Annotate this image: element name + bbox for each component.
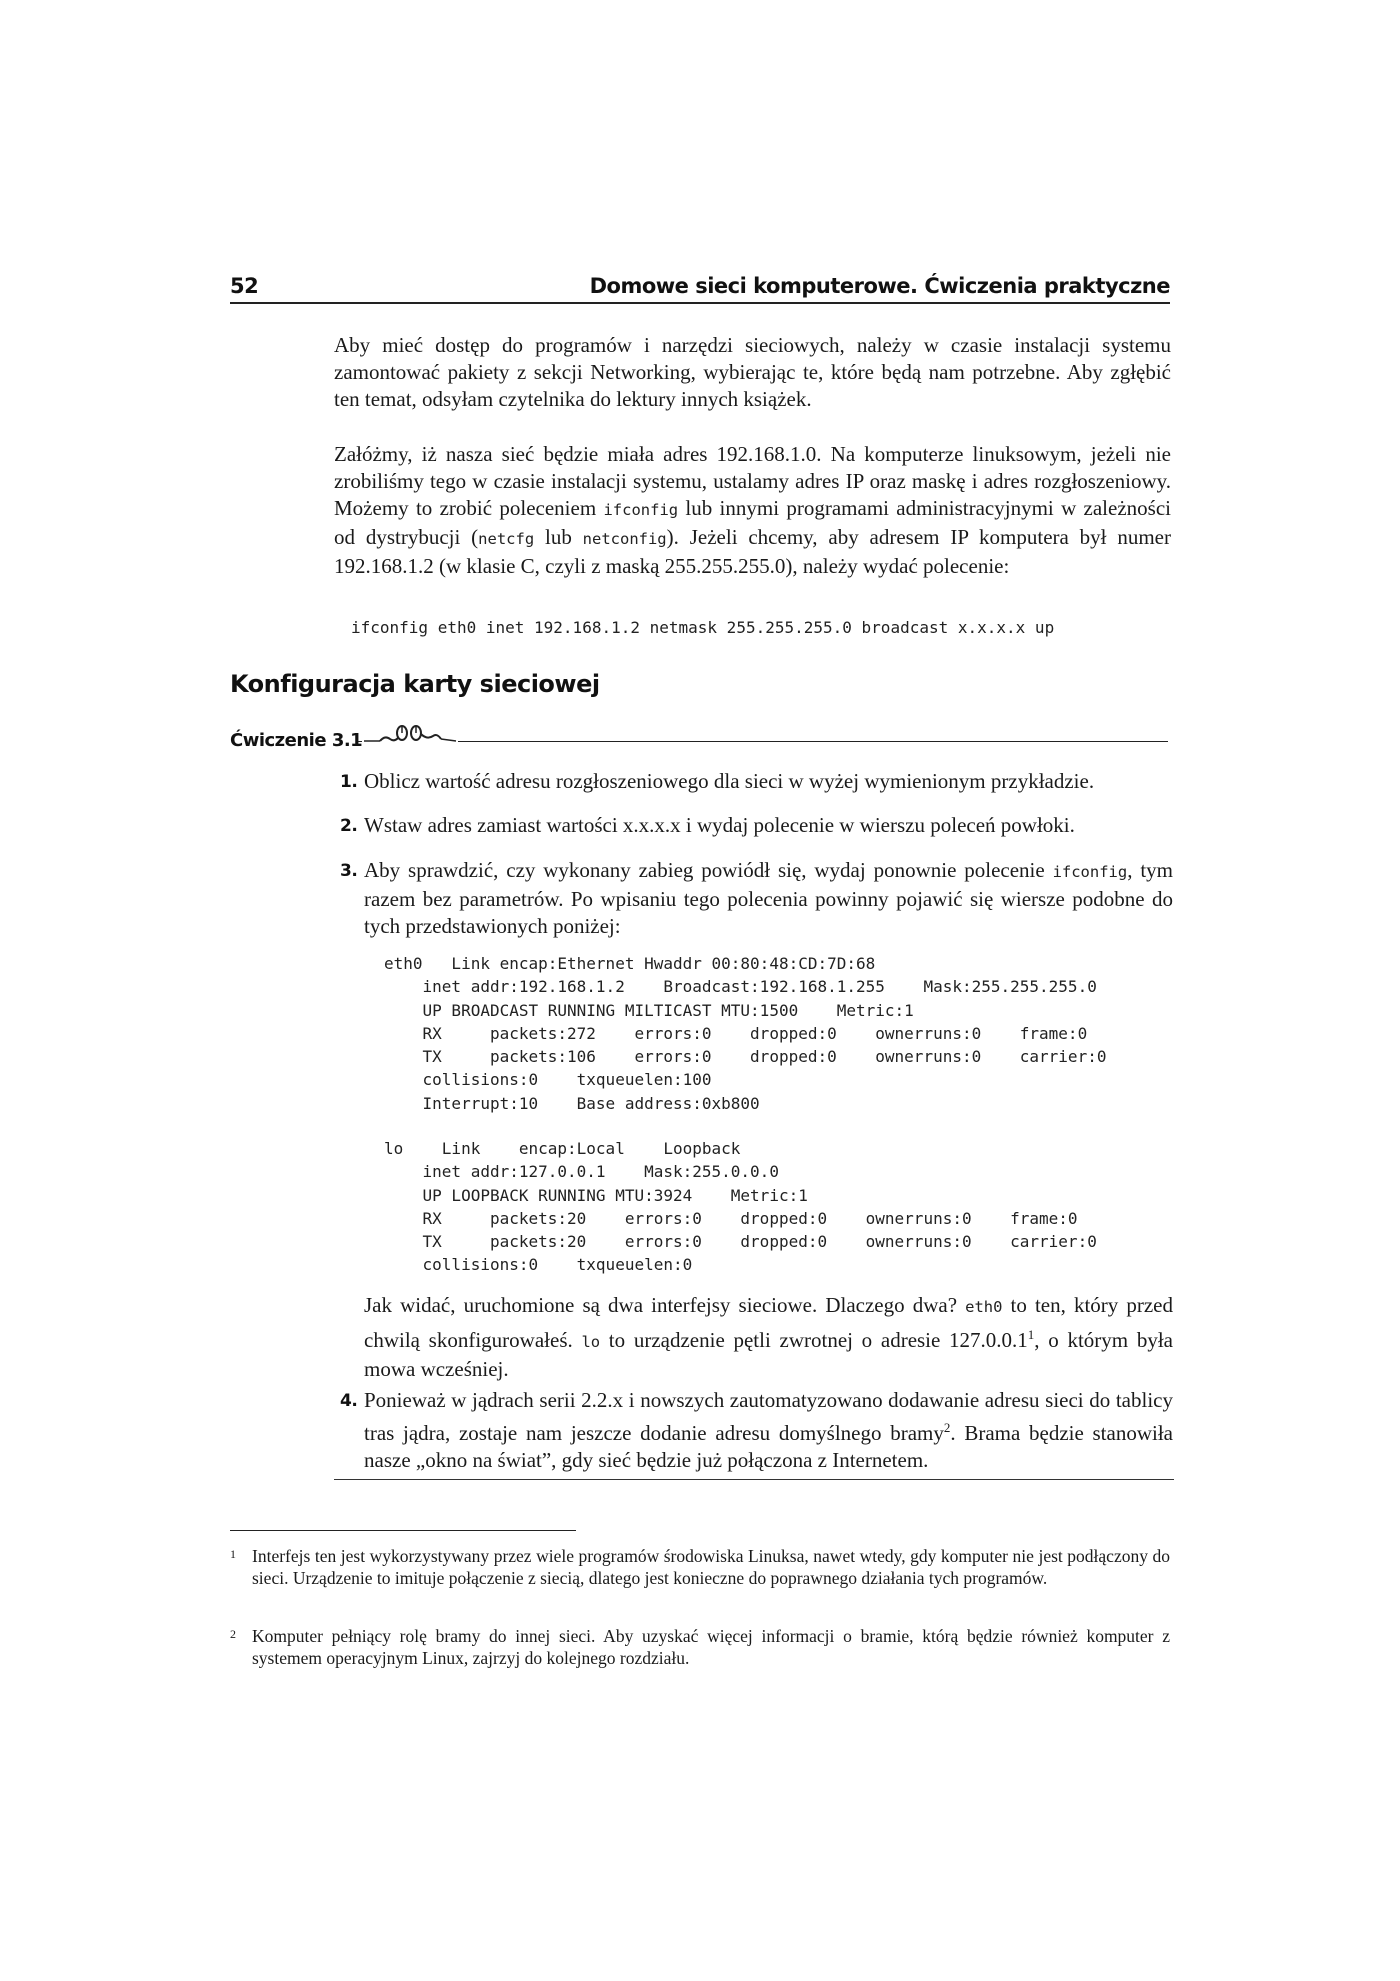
- step-number: 4.: [340, 1391, 358, 1411]
- exercise-step-4: [340, 1387, 1173, 1474]
- page-number: 52: [230, 274, 259, 298]
- step-text: [364, 857, 1173, 940]
- exercise-step-3: [340, 857, 1173, 940]
- footnote-text: Komputer pełniący rolę bramy do innej sieci. Aby uzyskać więcej informacji o bramie, którą będzie również komputer z systemem operacyjnym Linux, zajrzyj do kolejnego rozdziału.: [252, 1626, 1170, 1668]
- step-3-explanation: [340, 1292, 1173, 1383]
- text-run: to urządzenie pętli zwrotnej o adresie 127.0.0.1: [600, 1328, 1028, 1352]
- text-run: lub: [534, 525, 583, 549]
- text-run: lub innymi programami administracyjnymi w zależności od dystrybucji (: [334, 496, 1171, 549]
- step-text: [364, 1387, 1173, 1474]
- exercise-step-2: [340, 812, 1173, 839]
- text-run: , tym razem bez parametrów. Po wpisaniu tego polecenia powinny pojawić się wiersze podobne do tych przedstawionych poniżej:: [364, 858, 1173, 938]
- footnote-rule: [230, 1530, 576, 1531]
- inline-code-lo: lo: [581, 1333, 601, 1351]
- text-run: Ponieważ w jądrach serii 2.2.x i nowszych zautomatyzowano dodawanie adresu sieci do tablicy tras jądra, zostaje nam jeszcze dodanie adresu domyślnego bramy: [364, 1388, 1173, 1445]
- text-run: Załóżmy, iż nasza sieć będzie miała adres 192.168.1.0. Na komputerze linuksowym, jeżeli nie zrobiliśmy tego w czasie instalacji systemu, ustalamy adres IP oraz maskę i adres rozgłoszeniowy. Możemy to zrobić poleceniem: [334, 442, 1171, 520]
- text-run: Aby sprawdzić, czy wykonany zabieg powiódł się, wydaj ponownie polecenie: [364, 858, 1053, 882]
- exercise-rule: [358, 741, 1168, 742]
- section-heading: Konfiguracja karty sieciowej: [230, 670, 600, 698]
- ifconfig-command: ifconfig eth0 inet 192.168.1.2 netmask 255.255.255.0 broadcast x.x.x.x up: [351, 618, 1055, 637]
- text-run: . Brama będzie stanowiła nasze „okno na świat”, gdy sieć będzie już połączona z Internetem.: [364, 1421, 1173, 1472]
- text-run: ). Jeżeli chcemy, aby adresem IP komputera był numer 192.168.1.2 (w klasie C, czyli z maską 255.255.255.0), należy wydać polecenie:: [334, 525, 1171, 578]
- step-number: 2.: [340, 816, 358, 836]
- ifconfig-output-eth0: eth0 Link encap:Ethernet Hwaddr 00:80:48:CD:7D:68 inet addr:192.168.1.2 Broadcast:192.168.1.255 Mask:255.255.255.0 UP BROADCAST RUNNING MILTICAST MTU:1500 Metric:1 RX packets:272 errors:0 dropped:0 ownerruns:0 frame:0 TX packets:106 errors:0 dropped:0 ownerruns:0 carrier:0 collisions:0 txqueuelen:100 Interrupt:10 Base address:0xb800: [384, 954, 1107, 1113]
- step-text: [364, 1292, 1173, 1383]
- footnote-ref-2: 2: [943, 1420, 951, 1435]
- footnote-1: [230, 1545, 1170, 1589]
- text-run: to ten, który przed chwilą skonfigurowałeś.: [364, 1293, 1174, 1352]
- exercise-label: Ćwiczenie 3.1: [230, 730, 363, 751]
- inline-code-ifconfig: ifconfig: [1052, 863, 1128, 881]
- text-run: Jak widać, uruchomione są dwa interfejsy sieciowe. Dlaczego dwa?: [364, 1293, 966, 1317]
- step-number: 1.: [340, 772, 358, 792]
- inline-code-netcfg: netcfg: [478, 530, 535, 548]
- exercise-end-rule: [334, 1479, 1174, 1480]
- step-text: Oblicz wartość adresu rozgłoszeniowego dla sieci w wyżej wymienionym przykładzie.: [364, 769, 1095, 793]
- footnote-mark: 1: [230, 1547, 236, 1561]
- exercise-step-1: [340, 768, 1173, 795]
- footnote-mark: 2: [230, 1627, 236, 1641]
- header-rule: [230, 302, 1170, 304]
- inline-code-netconfig: netconfig: [582, 530, 667, 548]
- footnote-ref-1: 1: [1027, 1327, 1035, 1342]
- intro-paragraph-2: [334, 441, 1171, 580]
- computer-mouse-icon: [362, 722, 458, 744]
- footnote-text: Interfejs ten jest wykorzystywany przez wiele programów środowiska Linuksa, nawet wtedy, gdy komputer nie jest podłączony do sieci. Urządzenie to imituje połączenie z siecią, dlatego jest konieczne do poprawnego działania tych programów.: [252, 1546, 1170, 1588]
- inline-code-ifconfig: ifconfig: [603, 501, 679, 519]
- step-text: Wstaw adres zamiast wartości x.x.x.x i wydaj polecenie w wierszu poleceń powłoki.: [364, 813, 1075, 837]
- footnote-2: [230, 1625, 1170, 1669]
- inline-code-eth0: eth0: [965, 1298, 1003, 1316]
- text-run: , o którym była mowa wcześniej.: [364, 1328, 1173, 1381]
- intro-paragraph-1: Aby mieć dostęp do programów i narzędzi sieciowych, należy w czasie instalacji systemu zamontować pakiety z sekcji Networking, wybierając te, które będą nam potrzebne. Aby zgłębić ten temat, odsyłam czytelnika do lektury innych książek.: [334, 333, 1171, 411]
- running-title: Domowe sieci komputerowe. Ćwiczenia praktyczne: [589, 274, 1170, 298]
- ifconfig-output-lo: lo Link encap:Local Loopback inet addr:127.0.0.1 Mask:255.0.0.0 UP LOOPBACK RUNNING MTU:3924 Metric:1 RX packets:20 errors:0 dropped:0 ownerruns:0 frame:0 TX packets:20 errors:0 dropped:0 ownerruns:0 carrier:0 collisions:0 txqueuelen:0: [384, 1139, 1097, 1275]
- step-number: 3.: [340, 861, 358, 881]
